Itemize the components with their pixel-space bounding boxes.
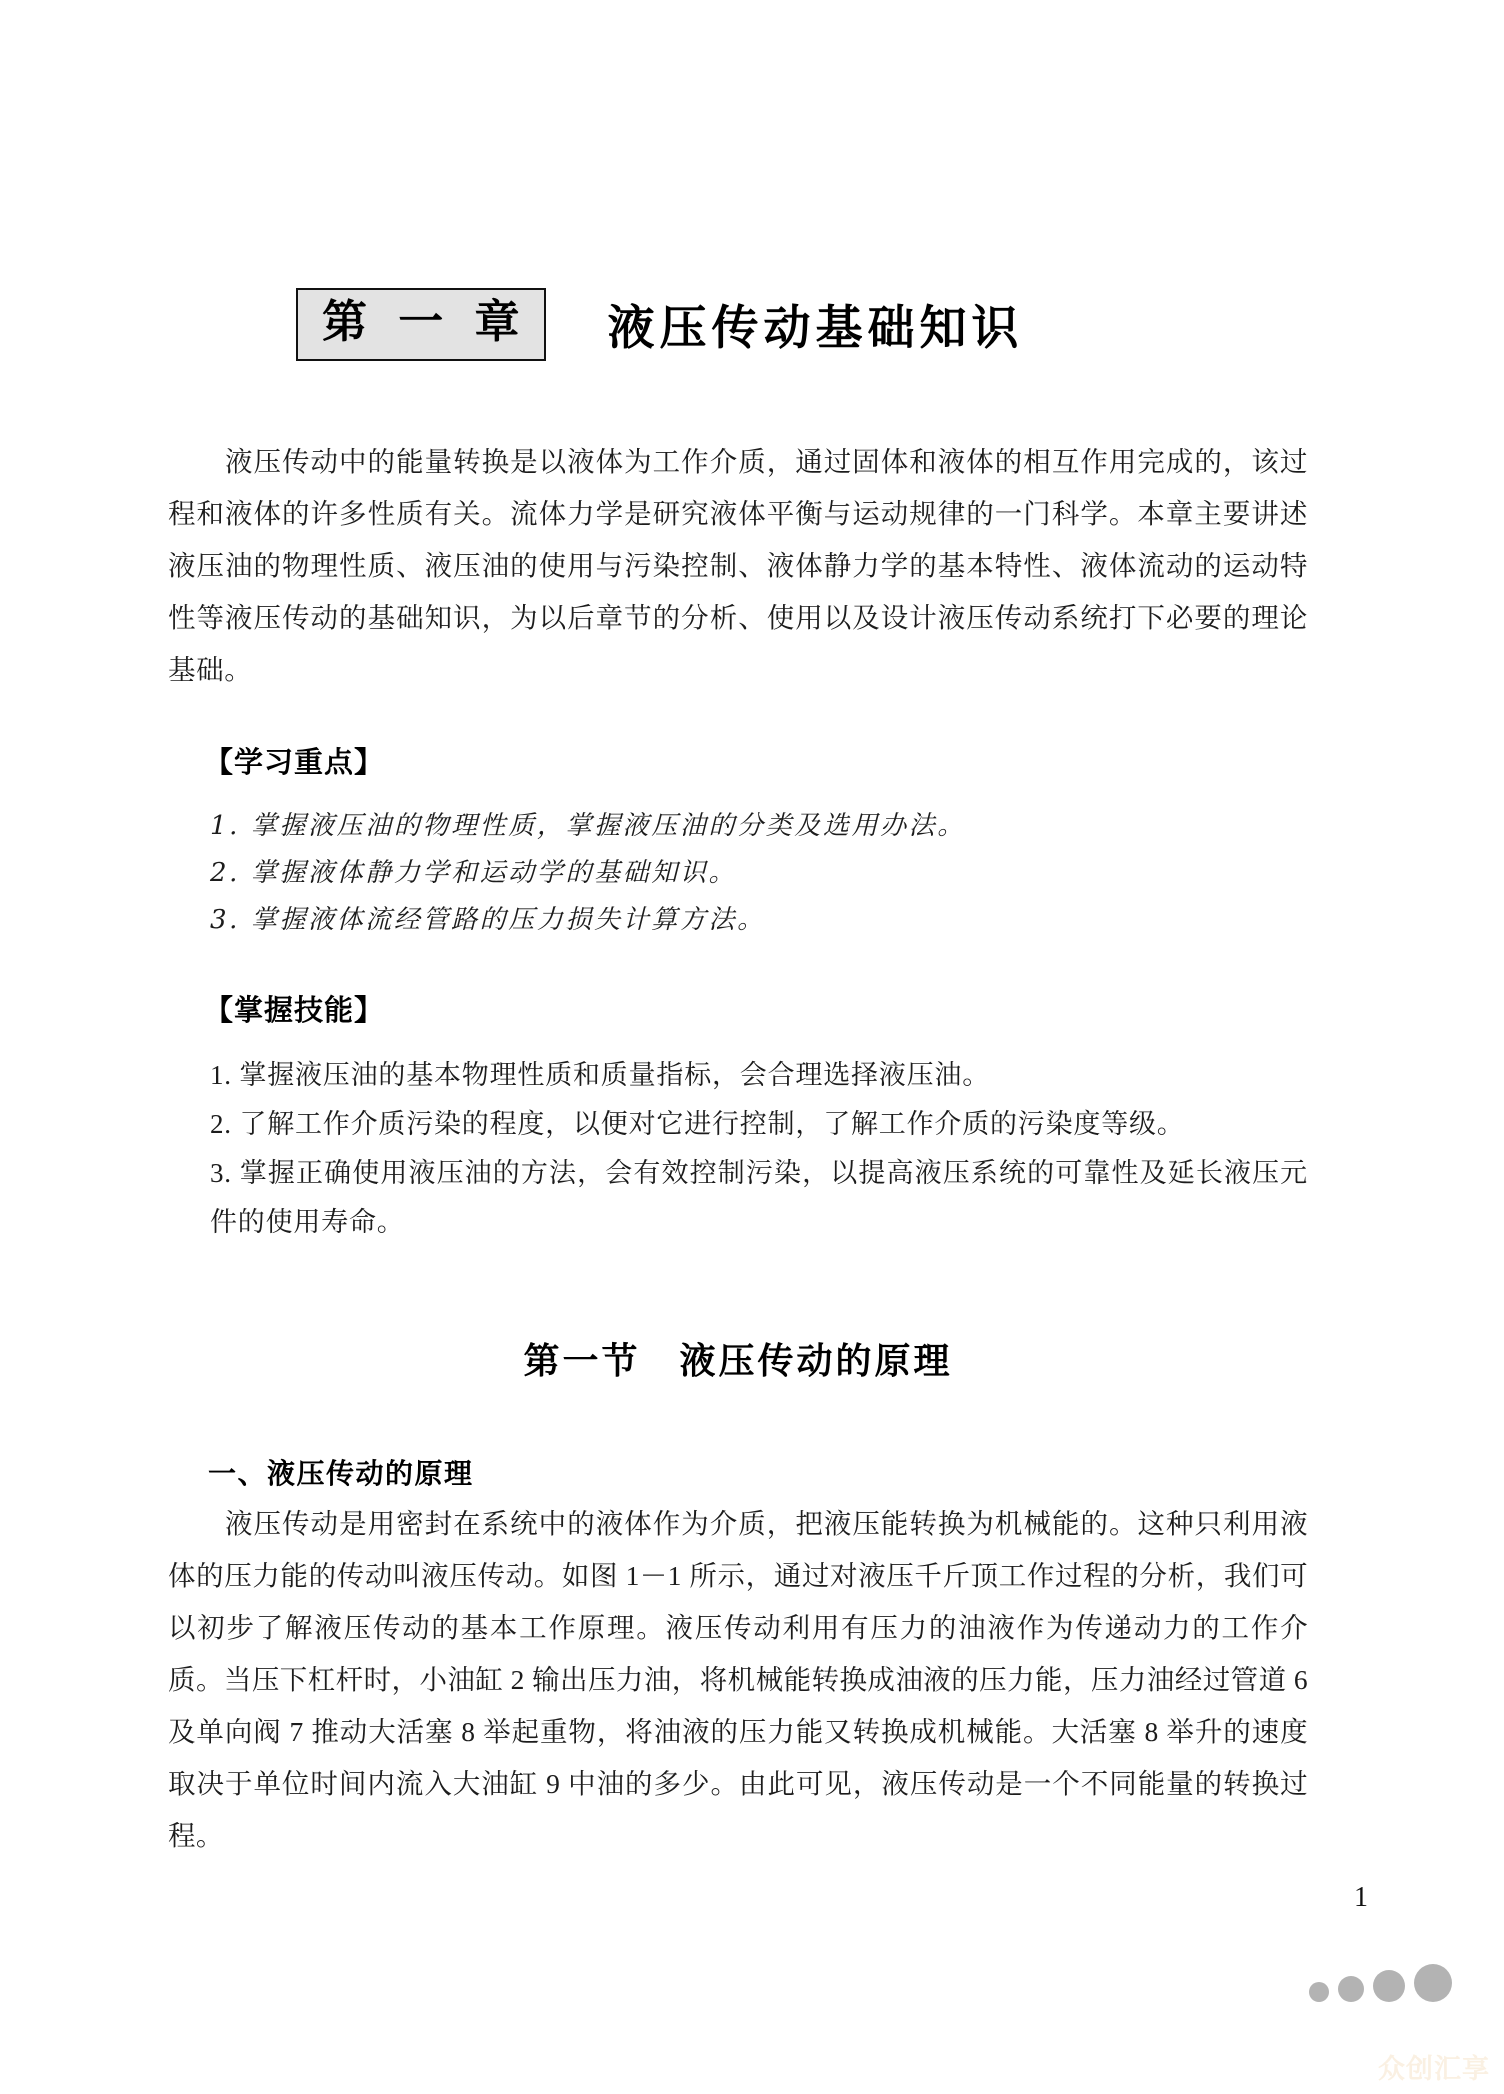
skills-heading: 【掌握技能】 [204,993,385,1027]
list-item: 3. 掌握液体流经管路的压力损失计算方法。 [210,905,766,935]
list-item: 3. 掌握正确使用液压油的方法，会有效控制污染，以提高液压系统的可靠性及延长液压元件的使用寿命。 [210,1158,1308,1237]
dot-icon [1414,1964,1452,2002]
chapter-number-badge: 第 一 章 [296,288,546,361]
dot-icon [1309,1982,1329,2002]
dot-icon [1338,1976,1364,2002]
list-item: 2. 了解工作介质污染的程度，以便对它进行控制，了解工作介质的污染度等级。 [210,1109,1185,1139]
page-footer [1210,1882,1480,2002]
chapter-title-text: 液压传动基础知识 [607,303,1024,355]
section-body-paragraph: 液压传动是用密封在系统中的液体作为介质，把液压能转换为机械能的。这种只利用液体的压力能的传动叫液压传动。如图 1－1 所示，通过对液压千斤顶工作过程的分析，我们可以初步了解液压传动的基本工作原理。液压传动利用有压力的油液作为传递动力的工作介质。当压下杠杆时，小油缸 2 输出压力油，将机械能转换成油液的压力能，压力油经过管道 6 及单向阀 7 推动大活塞 8 举起重物，将油液的压力能又转换成机械能。大活塞 8 举升的速度取决于单位时间内流入大油缸 9 中油的多少。由此可见，液压传动是一个不同能量的转换过程。 [168,1508,1308,1851]
study-focus-heading: 【学习重点】 [204,745,385,779]
watermark: 众创汇享 [1378,2054,1490,2085]
chapter-title [296,288,1308,361]
subsection-heading: 一、液压传动的原理 [208,1457,474,1490]
section-heading: 第一节 液压传动的原理 [523,1341,953,1381]
footer-decorative-dots [1309,1964,1452,2002]
page-number: 1 [1354,1882,1368,1913]
study-focus-list [210,803,1308,944]
dot-icon [1373,1970,1405,2002]
skills-list [210,1051,1308,1247]
list-item: 1. 掌握液压油的基本物理性质和质量指标，会合理选择液压油。 [210,1060,990,1090]
list-item: 2. 掌握液体静力学和运动学的基础知识。 [210,858,738,888]
page-content-column [168,0,1308,2094]
intro-paragraph: 液压传动中的能量转换是以液体为工作介质，通过固体和液体的相互作用完成的，该过程和液体的许多性质有关。流体力学是研究液体平衡与运动规律的一门科学。本章主要讲述液压油的物理性质、液压油的使用与污染控制、液体静力学的基本特性、液体流动的运动特性等液压传动的基础知识，为以后章节的分析、使用以及设计液压传动系统打下必要的理论基础。 [168,446,1308,685]
list-item: 1. 掌握液压油的物理性质，掌握液压油的分类及选用办法。 [210,811,966,841]
